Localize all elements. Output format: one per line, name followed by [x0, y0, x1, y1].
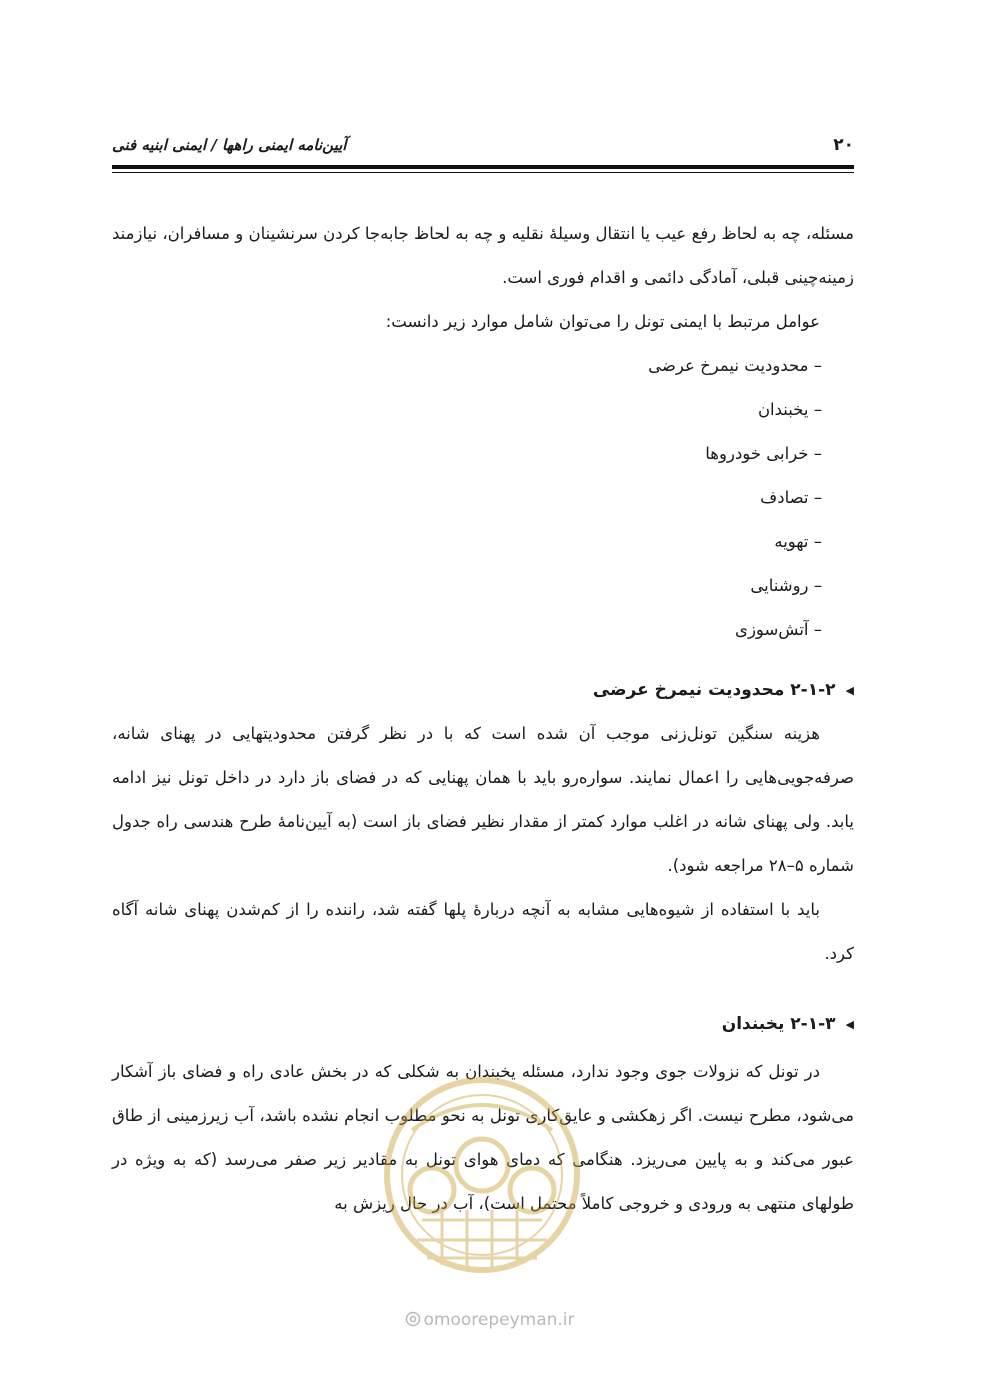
list-item: – خرابی خودروها — [705, 444, 822, 463]
list-item: – تصادف — [760, 488, 822, 507]
bullet-triangle-icon: ◀ — [845, 1017, 854, 1031]
bullet-triangle-icon: ◀ — [845, 683, 854, 697]
list-item: – آتش‌سوزی — [735, 620, 822, 639]
section-heading-cross-section — [112, 670, 854, 710]
at-sign-icon — [405, 1311, 421, 1327]
page-number: ۲۰ — [833, 135, 854, 155]
page-header — [112, 128, 854, 162]
header-rule-thick — [112, 165, 854, 169]
factors-intro: عوامل مرتبط با ایمنی تونل را می‌توان شامل موارد زیر دانست: — [385, 312, 820, 331]
watermark-url — [300, 1310, 680, 1330]
list-item: – تهویه — [774, 532, 822, 551]
list-item: – محدودیت نیمرخ عرضی — [648, 356, 822, 375]
section-heading-text: ۲-۱-۳ یخبندان — [721, 1014, 836, 1034]
watermark-seal-logo — [372, 1070, 592, 1300]
list-item: – روشنایی — [750, 576, 822, 595]
section-paragraph: باید با استفاده از شیوه‌هایی مشابه به آنچه دربارهٔ پلها گفته شد، راننده را از کم‌شدن پهنای شانه آگاه کرد. — [112, 900, 854, 963]
header-rule-thin — [112, 172, 854, 173]
section-paragraph: در تونل که نزولات جوی وجود ندارد، مسئله یخبندان به شکلی که در بخش عادی راه و فضای باز آشکار می‌شود، مطرح نیست. اگر زهکشی و عایق‌کاری تونل به نحو مطلوب انجام نشده باشد، آب زیرزمینی از طاق عبور می‌کند و به پایین می‌ریزد. هنگامی که دمای هوای تونل به مقادیر زیر صفر می‌رسد (که به ویژه در طولهای منتهی به ورودی و خروجی کاملاً محتمل است)، آب در حال ریزش به — [112, 1062, 854, 1213]
section-heading-freezing — [112, 1004, 854, 1044]
running-title: آیین‌نامه ایمنی راهها / ایمنی ابنیه فنی — [112, 136, 347, 154]
intro-paragraph: مسئله، چه به لحاظ رفع عیب یا انتقال وسیلهٔ نقلیه و چه به لحاظ جابه‌جا کردن سرنشینان و مسافران، نیازمند زمینه‌چینی قبلی، آمادگی دائمی و اقدام فوری است. — [112, 224, 854, 287]
tunnel-safety-factors-list — [648, 344, 822, 652]
section-heading-text: ۲-۱-۲ محدودیت نیمرخ عرضی — [592, 680, 836, 700]
section-paragraph: هزینه سنگین تونل‌زنی موجب آن شده است که با در نظر گرفتن محدودیتهایی در پهنای شانه، صرفه‌جویی‌هایی را اعمال نمایند. سواره‌رو باید با همان پهنایی که در فضای باز دارد در داخل تونل نیز ادامه یابد. ولی پهنای شانه در اغلب موارد کمتر از مقدار نظیر فضای باز است (به آیین‌نامهٔ طرح هندسی راه جدول شماره ۵–۲۸ مراجعه شود). — [112, 724, 854, 875]
watermark-url-text: omoorepeyman.ir — [423, 1310, 575, 1330]
list-item: – یخبندان — [757, 400, 822, 419]
